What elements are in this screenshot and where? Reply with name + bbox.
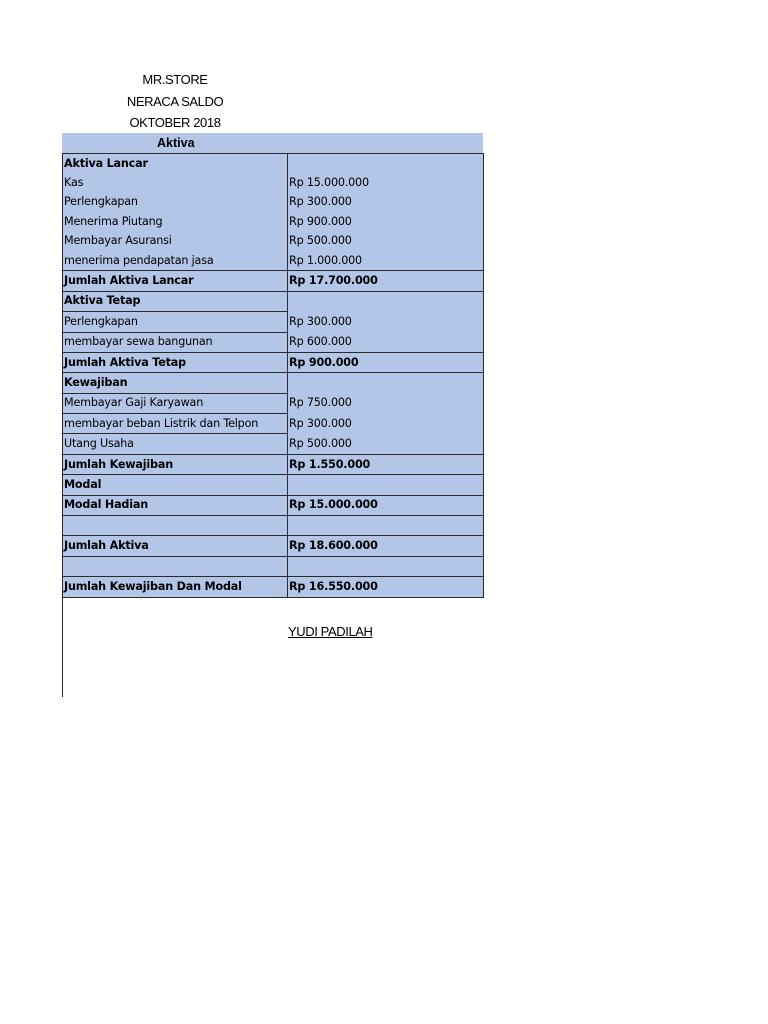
row-label-modal: Modal <box>63 475 288 495</box>
row-value-utang-usaha: Rp 500.000 <box>288 434 484 454</box>
table-row <box>63 454 484 474</box>
table-row <box>63 414 484 434</box>
row-value-perlengkapan-tetap: Rp 300.000 <box>288 312 484 332</box>
table-row <box>63 173 484 192</box>
row-label-perlengkapan: Perlengkapan <box>63 193 288 212</box>
row-value-empty <box>288 475 484 495</box>
row-label-aktiva-tetap: Aktiva Tetap <box>63 291 288 311</box>
table-row <box>63 154 484 174</box>
row-label-jumlah-aktiva-tetap: Jumlah Aktiva Tetap <box>63 352 288 372</box>
row-value-menerima-piutang: Rp 900.000 <box>288 212 484 231</box>
row-label-empty <box>63 516 288 536</box>
row-value-perlengkapan: Rp 300.000 <box>288 193 484 212</box>
table-row <box>63 495 484 515</box>
balance-table <box>62 153 484 598</box>
row-value-membayar-asuransi: Rp 500.000 <box>288 232 484 251</box>
table-row <box>63 212 484 231</box>
row-value-empty <box>288 373 484 393</box>
row-value-listrik-telpon: Rp 300.000 <box>288 414 484 434</box>
table-row <box>63 232 484 251</box>
table-row <box>63 291 484 311</box>
row-label-membayar-asuransi: Membayar Asuransi <box>63 232 288 251</box>
company-name: MR.STORE <box>142 72 208 87</box>
report-title: NERACA SALDO <box>126 94 224 109</box>
table-row <box>63 251 484 271</box>
row-label-jumlah-aktiva-lancar: Jumlah Aktiva Lancar <box>63 271 288 291</box>
row-value-jumlah-kewajiban: Rp 1.550.000 <box>288 454 484 474</box>
row-label-sewa-bangunan: membayar sewa bangunan <box>63 332 288 352</box>
table-row <box>63 434 484 454</box>
row-label-jumlah-kewajiban-modal: Jumlah Kewajiban Dan Modal <box>63 577 288 597</box>
row-label-aktiva-lancar: Aktiva Lancar <box>63 154 288 174</box>
row-value-empty <box>288 556 484 576</box>
table-row <box>63 475 484 495</box>
row-value-sewa-bangunan: Rp 600.000 <box>288 332 484 352</box>
signature-name: YUDI PADILAH <box>288 624 373 639</box>
row-value-empty <box>288 154 484 174</box>
row-label-listrik-telpon: membayar beban Listrik dan Telpon <box>63 414 288 434</box>
row-label-pendapatan-jasa: menerima pendapatan jasa <box>63 251 288 271</box>
row-label-jumlah-kewajiban: Jumlah Kewajiban <box>63 454 288 474</box>
table-row <box>63 312 484 332</box>
table-row <box>63 332 484 352</box>
table-row <box>63 352 484 372</box>
row-value-jumlah-aktiva-tetap: Rp 900.000 <box>288 352 484 372</box>
row-label-perlengkapan-tetap: Perlengkapan <box>63 312 288 332</box>
table-row <box>63 516 484 536</box>
table-row <box>63 393 484 413</box>
row-label-kewajiban: Kewajiban <box>63 373 288 393</box>
row-label-modal-hadian: Modal Hadian <box>63 495 288 515</box>
row-label-gaji-karyawan: Membayar Gaji Karyawan <box>63 393 288 413</box>
row-label-empty <box>63 556 288 576</box>
row-value-gaji-karyawan: Rp 750.000 <box>288 393 484 413</box>
balance-sheet <box>62 133 483 598</box>
row-label-utang-usaha: Utang Usaha <box>63 434 288 454</box>
report-period: OKTOBER 2018 <box>129 115 221 130</box>
table-row <box>63 373 484 393</box>
row-value-empty <box>288 516 484 536</box>
table-row <box>63 193 484 212</box>
row-value-jumlah-kewajiban-modal: Rp 16.550.000 <box>288 577 484 597</box>
row-value-kas: Rp 15.000.000 <box>288 173 484 192</box>
table-row <box>63 577 484 597</box>
row-label-jumlah-aktiva: Jumlah Aktiva <box>63 536 288 556</box>
row-value-modal-hadian: Rp 15.000.000 <box>288 495 484 515</box>
table-row <box>63 556 484 576</box>
left-border-line <box>62 580 63 697</box>
row-value-pendapatan-jasa: Rp 1.000.000 <box>288 251 484 271</box>
row-value-jumlah-aktiva: Rp 18.600.000 <box>288 536 484 556</box>
row-value-jumlah-aktiva-lancar: Rp 17.700.000 <box>288 271 484 291</box>
table-row <box>63 271 484 291</box>
aktiva-section-title: Aktiva <box>62 133 483 153</box>
row-label-kas: Kas <box>63 173 288 192</box>
row-value-empty <box>288 291 484 311</box>
row-label-menerima-piutang: Menerima Piutang <box>63 212 288 231</box>
table-row <box>63 536 484 556</box>
